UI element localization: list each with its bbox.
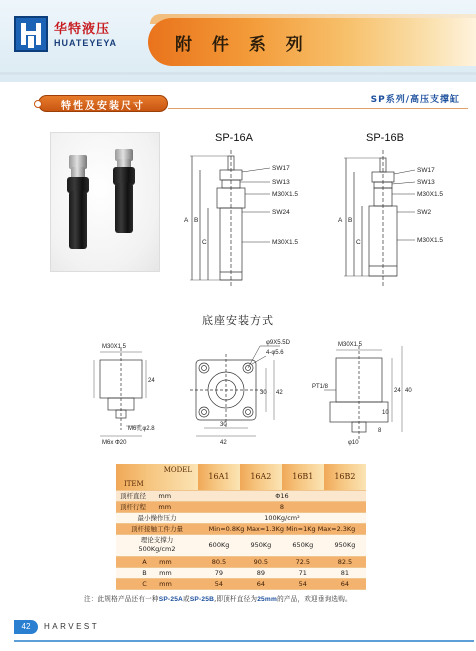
row-value: 64: [324, 578, 366, 589]
callout-sw24-left: SW24: [272, 209, 290, 216]
item-header: ITEM: [124, 479, 144, 488]
banner-rule: [168, 108, 468, 109]
table-row: [116, 501, 366, 512]
callout-m30-right: M30X1.5: [417, 191, 444, 198]
label-hole2: 4-φ5.6: [266, 350, 284, 356]
callout-sw13-left: SW13: [272, 179, 290, 186]
label-dim-24-left: 24: [148, 378, 155, 384]
callout-m30b-right: M30X1.5: [417, 237, 444, 244]
row-label: 理论支撑力 500Kg/cm2: [116, 534, 198, 556]
row-value: 72.5: [282, 556, 324, 567]
label-m30-left: M30X1.5: [102, 344, 127, 350]
side-view-drawings: [170, 150, 470, 290]
callout-sw13-right: SW13: [417, 179, 435, 186]
feature-banner: [38, 95, 168, 112]
label-dim-30-side: 30: [260, 390, 267, 396]
banner-dot-icon: [34, 100, 42, 108]
brand-name-cn: 华特液压: [54, 22, 111, 37]
label-m6: M6孔φ2.8: [128, 426, 155, 432]
footer-rule: [14, 640, 474, 642]
base-mount-drawings: [80, 330, 470, 455]
row-value: 90.5: [240, 556, 282, 567]
row-span-value: 8: [198, 501, 366, 512]
table-row: [116, 512, 366, 523]
model-label-right: SP-16B: [366, 132, 404, 144]
dim-b-left: B: [194, 217, 199, 224]
table-row: [116, 534, 366, 556]
row-value: 64: [240, 578, 282, 589]
dim-c-left: C: [202, 239, 207, 246]
row-value: 54: [198, 578, 240, 589]
model-header: MODEL: [163, 466, 192, 474]
row-label: C mm: [116, 578, 198, 589]
row-value: 79: [198, 567, 240, 578]
row-value: 600Kg: [198, 534, 240, 556]
feature-banner-label: 特性及安装尺寸: [61, 101, 145, 112]
label-dim-24-right: 24: [394, 388, 401, 394]
label-pt18: PT1/8: [312, 384, 329, 390]
label-dim-30-center: 30: [220, 422, 227, 428]
spec-table: [116, 464, 366, 590]
row-label: B mm: [116, 567, 198, 578]
label-dim-42-center: 42: [220, 440, 227, 446]
row-value: 89: [240, 567, 282, 578]
section-title: 附 件 系 列: [175, 35, 310, 55]
row-value: 54: [282, 578, 324, 589]
callout-sw2-right: SW2: [417, 209, 432, 216]
model-col-2: 16A2: [240, 464, 282, 490]
label-dim-42-side: 42: [276, 390, 283, 396]
row-span-value: 100Kg/cm²: [198, 512, 366, 523]
logo-mark-icon: [14, 16, 48, 52]
row-label: 顶杆直径 mm: [116, 490, 198, 501]
dim-b-right: B: [348, 217, 353, 224]
model-label-left: SP-16A: [215, 132, 253, 144]
callout-m30b-left: M30X1.5: [272, 239, 299, 246]
page-header: [0, 0, 476, 82]
row-value: 80.5: [198, 556, 240, 567]
table-row: [116, 567, 366, 578]
product-photo: [50, 132, 160, 272]
series-label: SP系列/高压支撑缸: [370, 95, 460, 105]
row-label: 最小操作压力: [116, 512, 198, 523]
table-header-row: [116, 464, 366, 490]
label-dim-40-right: 40: [405, 388, 412, 394]
dim-a-right: A: [338, 217, 343, 224]
model-col-1: 16A1: [198, 464, 240, 490]
footnote: 注：此规格产品还有一种SP-25A或SP-25B,即顶杆直径为25mm的产品，欢迎垂询选购。: [84, 595, 352, 603]
label-dim-10: 10: [382, 410, 389, 416]
footer-brand: HARVEST: [44, 622, 100, 631]
label-dim-8: 8: [378, 428, 382, 434]
label-hole1: φ9X5.5D: [266, 340, 290, 346]
row-value: 950Kg: [324, 534, 366, 556]
row-label: 顶杆接触工件力量: [116, 523, 198, 534]
header-divider: [0, 72, 476, 75]
dim-a-left: A: [184, 217, 189, 224]
row-value: 81: [324, 567, 366, 578]
callout-sw17-left: SW17: [272, 165, 290, 172]
callout-m30-left: M30X1.5: [272, 191, 299, 198]
table-corner-cell: [116, 464, 198, 490]
table-row: [116, 490, 366, 501]
label-m30-right: M30X1.5: [338, 342, 363, 348]
model-col-4: 16B2: [324, 464, 366, 490]
model-col-3: 16B1: [282, 464, 324, 490]
row-span-value: Φ16: [198, 490, 366, 501]
row-value: 71: [282, 567, 324, 578]
row-value: 650Kg: [282, 534, 324, 556]
row-span-value: Min=0.8Kg Max=1.3Kg Min=1Kg Max=2.3Kg: [198, 523, 366, 534]
label-m6b: M6x Φ20: [102, 440, 127, 446]
row-label: A mm: [116, 556, 198, 567]
row-value: 950Kg: [240, 534, 282, 556]
table-row: [116, 523, 366, 534]
table-row: [116, 556, 366, 567]
dim-c-right: C: [356, 239, 361, 246]
row-label: 顶杆行程 mm: [116, 501, 198, 512]
table-row: [116, 578, 366, 589]
brand-name-en: HUATEYEYA: [54, 38, 118, 48]
page-number: 42: [14, 620, 38, 634]
callout-sw17-right: SW17: [417, 167, 435, 174]
row-value: 82.5: [324, 556, 366, 567]
company-logo: [14, 16, 144, 56]
label-phi10: φ10: [348, 440, 359, 446]
base-mount-title: 底座安装方式: [202, 314, 274, 327]
